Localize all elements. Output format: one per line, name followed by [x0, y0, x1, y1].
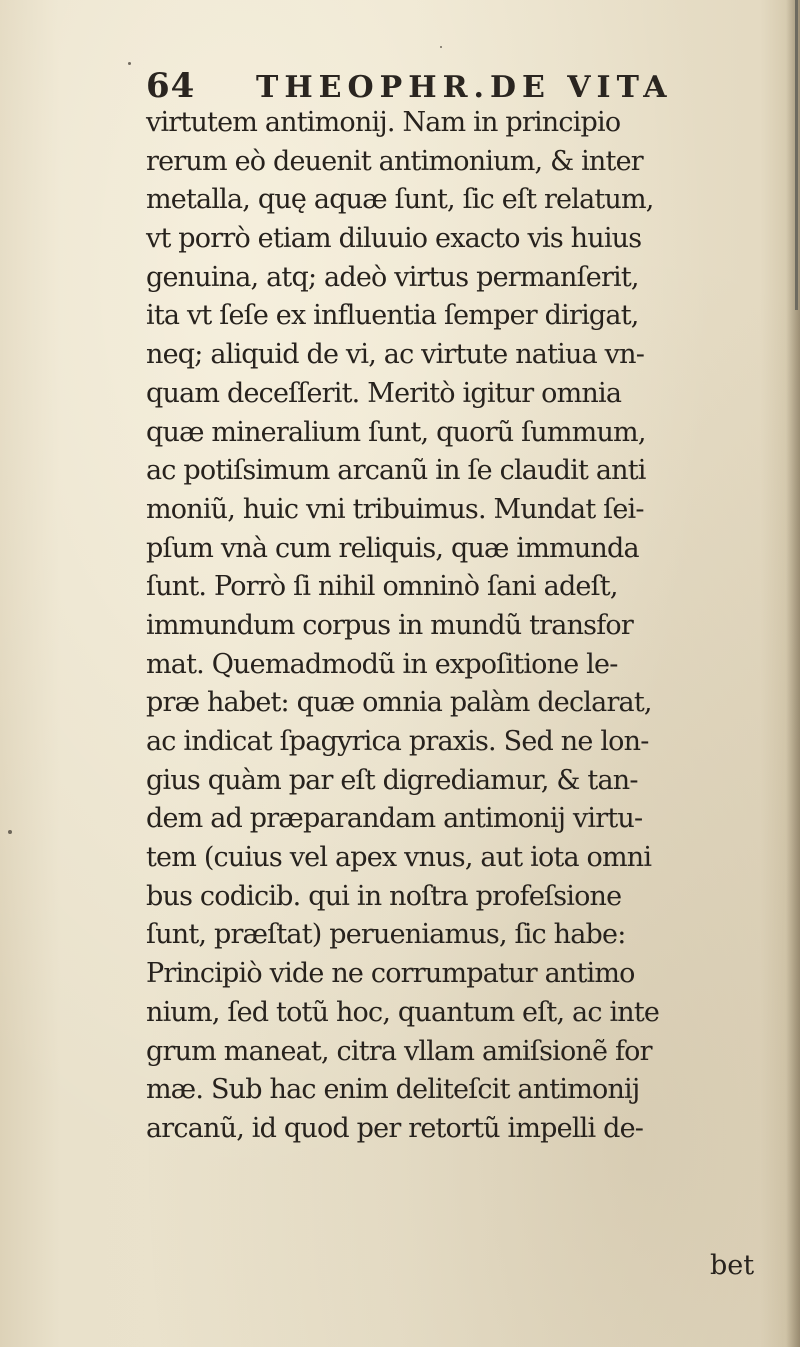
ink-speck: [128, 62, 131, 65]
page-header: [146, 60, 706, 110]
text-line: gius quàm par eſt digrediamur, & tan-: [146, 764, 638, 796]
text-line: metalla, quę aquæ ſunt, ſic eſt relatum,: [146, 184, 654, 216]
text-line: mæ. Sub hac enim deliteſcit antimonij: [146, 1074, 640, 1106]
text-line: nium, ſed totũ hoc, quantum eſt, ac inte: [146, 996, 660, 1028]
text-line: genuina, atq; adeò virtus permanſerit,: [146, 261, 639, 293]
text-line: moniũ, huic vni tribuimus. Mundat ſei-: [146, 493, 644, 525]
text-line: Principiò vide ne corrumpatur antimo: [146, 958, 635, 990]
text-line: virtutem antimonij. Nam in principio: [146, 107, 621, 138]
text-line: ſunt, præſtat) perueniamus, ſic habe:: [146, 919, 626, 951]
text-line: quam deceſſerit. Meritò igitur omnia: [146, 377, 622, 409]
text-line: bus codicib. qui in noſtra profeſsione: [146, 880, 622, 912]
ink-speck: [8, 830, 12, 834]
text-line: immundum corpus in mundũ transfor: [146, 609, 633, 641]
text-line: dem ad præparandam antimonij virtu-: [146, 803, 643, 835]
text-line: pſum vnà cum reliquis, quæ immunda: [146, 532, 639, 564]
text-line: mat. Quemadmodũ in expoſitione le-: [146, 648, 618, 680]
text-line: tem (cuius vel apex vnus, aut iota omni: [146, 842, 652, 874]
text-line: ac indicat ſpagyrica praxis. Sed ne lon-: [146, 726, 649, 757]
text-line: ſunt. Porrò ſi nihil omninò ſani adeſt,: [146, 571, 618, 603]
page-number: 64: [146, 66, 196, 106]
text-line: vt porrò etiam diluuio exacto vis huius: [146, 223, 642, 255]
body-text: [146, 104, 766, 1149]
ink-speck: [440, 46, 442, 48]
text-line: ac potiſsimum arcanũ in ſe claudit anti: [146, 455, 646, 487]
text-line: præ habet: quæ omnia palàm declarat,: [146, 687, 652, 719]
running-head: THEOPHR.DE VITA: [256, 70, 673, 105]
text-line: quæ mineralium ſunt, quorũ ſummum,: [146, 416, 646, 448]
text-line: arcanũ, id quod per retortũ impelli de-: [146, 1112, 644, 1144]
text-line: rerum eò deuenit antimonium, & inter: [146, 145, 643, 177]
page-edge-line: [795, 0, 798, 310]
text-line: grum maneat, citra vllam amiſsionẽ for: [146, 1035, 652, 1067]
text-line: neq; aliquid de vi, ac virtute natiua vn-: [146, 339, 645, 371]
text-line: ita vt ſeſe ex influentia ſemper dirigat,: [146, 300, 639, 332]
catchword: bet: [710, 1250, 755, 1281]
